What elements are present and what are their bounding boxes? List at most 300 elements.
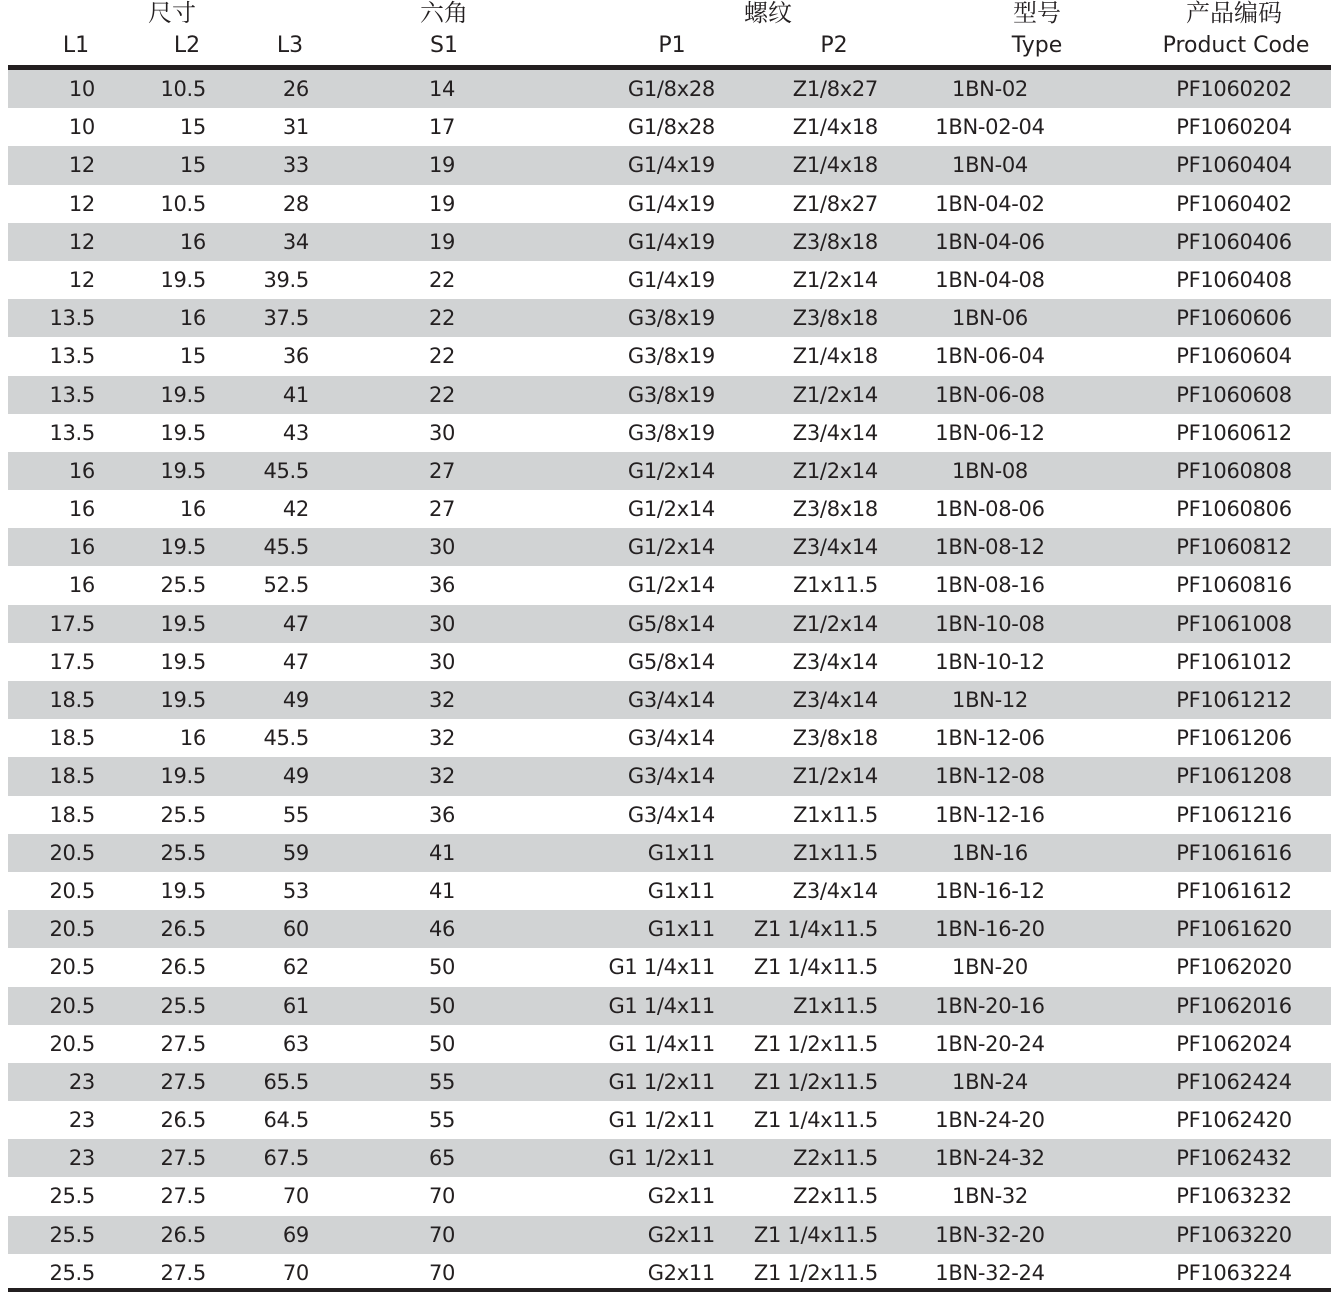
cell-l1: 10 [68, 115, 95, 140]
cell-l3: 47 [282, 611, 309, 636]
cell-l2: 26.5 [160, 1222, 206, 1247]
cell-l1: 17.5 [49, 649, 95, 674]
cell-product-code: PF1062420 [1176, 1108, 1292, 1133]
cell-p1: G1/8x28 [627, 115, 715, 140]
cell-type: 1BN-16-20 [935, 917, 1045, 942]
cell-type: 1BN-02-04 [935, 115, 1045, 140]
cell-l2: 19.5 [160, 764, 206, 789]
cell-p2: Z1/4x18 [792, 344, 878, 369]
cell-l2: 16 [179, 229, 206, 254]
cell-s1: 19 [428, 153, 456, 178]
cell-l1: 25.5 [49, 1260, 95, 1285]
cell-s1: 50 [428, 993, 456, 1018]
table-row [8, 108, 1331, 146]
cell-type: 1BN-24 [952, 1069, 1028, 1094]
cell-l3: 61 [282, 993, 309, 1018]
cell-p1: G3/8x19 [627, 382, 715, 407]
cell-l2: 27.5 [160, 1146, 206, 1171]
cell-l3: 70 [282, 1260, 309, 1285]
header-p1: P1 [658, 33, 686, 58]
cell-p2: Z1x11.5 [793, 802, 878, 827]
cell-p2: Z3/4x14 [792, 420, 878, 445]
cell-l2: 25.5 [160, 993, 206, 1018]
cell-l2: 19.5 [160, 382, 206, 407]
cell-p2: Z1 1/2x11.5 [753, 1069, 878, 1094]
cell-s1: 22 [428, 344, 456, 369]
cell-s1: 14 [428, 77, 456, 101]
cell-l3: 65.5 [263, 1069, 309, 1094]
cell-l3: 53 [282, 878, 309, 903]
cell-l1: 20.5 [49, 1031, 95, 1056]
cell-type: 1BN-06 [952, 306, 1028, 331]
cell-p1: G5/8x14 [627, 649, 715, 674]
cell-product-code: PF1061008 [1176, 611, 1292, 636]
table-row [8, 185, 1331, 223]
cell-l2: 26.5 [160, 1108, 206, 1133]
cell-p1: G3/4x14 [627, 726, 715, 751]
cell-l3: 70 [282, 1184, 309, 1209]
cell-s1: 22 [428, 382, 456, 407]
cell-s1: 30 [428, 611, 456, 636]
table-row [8, 872, 1331, 910]
cell-p2: Z1/2x14 [792, 267, 878, 292]
cell-s1: 55 [428, 1108, 456, 1133]
cell-p2: Z1 1/4x11.5 [753, 917, 878, 942]
cell-l2: 25.5 [160, 840, 206, 865]
cell-type: 1BN-16 [952, 840, 1028, 865]
cell-s1: 27 [428, 497, 456, 522]
cell-l2: 25.5 [160, 573, 206, 598]
cell-p1: G2x11 [647, 1184, 715, 1209]
cell-s1: 32 [428, 764, 456, 789]
cell-l1: 12 [68, 267, 95, 292]
table-row [8, 1254, 1331, 1292]
cell-l3: 49 [282, 688, 309, 712]
cell-product-code: PF1061216 [1176, 802, 1292, 827]
cell-l3: 69 [282, 1222, 309, 1247]
cell-type: 1BN-06-04 [935, 344, 1045, 369]
cell-p2: Z1x11.5 [793, 840, 878, 865]
cell-p1: G1 1/4x11 [608, 955, 715, 980]
cell-product-code: PF1061620 [1176, 917, 1292, 942]
cell-l3: 41 [282, 382, 309, 407]
cell-p2: Z1/2x14 [792, 764, 878, 789]
cell-type: 1BN-24-20 [935, 1108, 1045, 1133]
cell-p2: Z1/2x14 [792, 611, 878, 636]
cell-l3: 49 [282, 764, 309, 789]
table-row [8, 1101, 1331, 1139]
cell-l3: 67.5 [263, 1146, 309, 1171]
cell-p2: Z1 1/2x11.5 [753, 1031, 878, 1056]
cell-type: 1BN-32-24 [935, 1260, 1045, 1285]
cell-s1: 27 [428, 458, 456, 483]
header-code-en: Product Code [1162, 33, 1310, 58]
cell-l1: 18.5 [49, 764, 95, 789]
cell-p1: G1/2x14 [627, 573, 715, 598]
cell-l3: 55 [282, 802, 309, 827]
cell-l1: 18.5 [49, 726, 95, 751]
cell-type: 1BN-24-32 [935, 1146, 1045, 1171]
cell-product-code: PF1060204 [1176, 115, 1292, 140]
cell-s1: 22 [428, 306, 456, 331]
table-row [8, 490, 1331, 528]
cell-l1: 13.5 [49, 420, 95, 445]
cell-product-code: PF1060816 [1176, 573, 1292, 598]
table-header [0, 0, 1341, 66]
table-row [8, 643, 1331, 681]
cell-l1: 16 [68, 535, 95, 560]
header-p2: P2 [820, 33, 848, 58]
cell-p2: Z3/4x14 [792, 649, 878, 674]
cell-l3: 64.5 [263, 1108, 309, 1133]
cell-l2: 16 [179, 306, 206, 331]
table-row [8, 719, 1331, 757]
cell-l3: 45.5 [263, 535, 309, 560]
cell-l3: 63 [282, 1031, 309, 1056]
cell-l1: 13.5 [49, 344, 95, 369]
cell-l3: 59 [282, 840, 309, 865]
cell-s1: 50 [428, 1031, 456, 1056]
cell-l3: 45.5 [263, 458, 309, 483]
cell-type: 1BN-12-08 [935, 764, 1045, 789]
header-size-cn: 尺寸 [148, 0, 196, 27]
cell-p1: G1 1/2x11 [608, 1146, 715, 1171]
cell-p2: Z2x11.5 [793, 1184, 878, 1209]
cell-l1: 25.5 [49, 1222, 95, 1247]
cell-product-code: PF1060202 [1176, 77, 1292, 101]
cell-s1: 70 [428, 1260, 456, 1285]
cell-p2: Z1/2x14 [792, 458, 878, 483]
cell-l3: 47 [282, 649, 309, 674]
cell-s1: 32 [428, 688, 456, 712]
cell-p1: G1/4x19 [627, 153, 715, 178]
cell-l3: 60 [282, 917, 309, 942]
cell-product-code: PF1062016 [1176, 993, 1292, 1018]
cell-l2: 27.5 [160, 1069, 206, 1094]
cell-l1: 20.5 [49, 917, 95, 942]
cell-p2: Z3/8x18 [792, 229, 878, 254]
table-row [8, 681, 1331, 719]
cell-l1: 12 [68, 229, 95, 254]
cell-type: 1BN-10-12 [935, 649, 1045, 674]
cell-type: 1BN-08-12 [935, 535, 1045, 560]
cell-p2: Z1/8x27 [792, 77, 878, 101]
cell-s1: 50 [428, 955, 456, 980]
header-type-cn: 型号 [1013, 0, 1061, 27]
header-l2: L2 [173, 33, 201, 58]
cell-type: 1BN-02 [952, 77, 1028, 101]
cell-l1: 13.5 [49, 382, 95, 407]
cell-l1: 13.5 [49, 306, 95, 331]
cell-l3: 52.5 [263, 573, 309, 598]
cell-p2: Z3/4x14 [792, 878, 878, 903]
cell-product-code: PF1060806 [1176, 497, 1292, 522]
table-row [8, 605, 1331, 643]
table-row [8, 910, 1331, 948]
cell-type: 1BN-20-16 [935, 993, 1045, 1018]
cell-s1: 30 [428, 649, 456, 674]
cell-p1: G3/8x19 [627, 420, 715, 445]
cell-product-code: PF1061208 [1176, 764, 1292, 789]
header-hex-cn: 六角 [420, 0, 468, 27]
cell-s1: 19 [428, 191, 456, 216]
cell-product-code: PF1060402 [1176, 191, 1292, 216]
cell-s1: 41 [428, 840, 456, 865]
cell-type: 1BN-10-08 [935, 611, 1045, 636]
table-row [8, 146, 1331, 184]
table-row [8, 834, 1331, 872]
table-row [8, 376, 1331, 414]
table-row [8, 452, 1331, 490]
table-row [8, 566, 1331, 604]
cell-l2: 19.5 [160, 535, 206, 560]
cell-l2: 25.5 [160, 802, 206, 827]
cell-l1: 18.5 [49, 802, 95, 827]
cell-l2: 10.5 [160, 191, 206, 216]
cell-l1: 16 [68, 497, 95, 522]
cell-p2: Z1 1/2x11.5 [753, 1260, 878, 1285]
header-code-cn: 产品编码 [1186, 0, 1282, 27]
cell-p1: G3/4x14 [627, 764, 715, 789]
cell-s1: 65 [428, 1146, 456, 1171]
table-row [8, 1177, 1331, 1215]
cell-l1: 25.5 [49, 1184, 95, 1209]
cell-l1: 20.5 [49, 840, 95, 865]
cell-l2: 16 [179, 726, 206, 751]
cell-p1: G1/4x19 [627, 191, 715, 216]
header-l1: L1 [62, 33, 90, 58]
header-thread-cn: 螺纹 [744, 0, 792, 27]
cell-type: 1BN-06-08 [935, 382, 1045, 407]
cell-p1: G1/2x14 [627, 535, 715, 560]
cell-l2: 27.5 [160, 1031, 206, 1056]
cell-product-code: PF1060608 [1176, 382, 1292, 407]
table-row [8, 414, 1331, 452]
cell-type: 1BN-12-06 [935, 726, 1045, 751]
cell-type: 1BN-20 [952, 955, 1028, 980]
cell-p2: Z3/8x18 [792, 306, 878, 331]
cell-l2: 19.5 [160, 420, 206, 445]
cell-l3: 34 [282, 229, 309, 254]
cell-product-code: PF1060408 [1176, 267, 1292, 292]
cell-l2: 10.5 [160, 77, 206, 101]
cell-l1: 12 [68, 153, 95, 178]
cell-l2: 19.5 [160, 649, 206, 674]
cell-product-code: PF1062020 [1176, 955, 1292, 980]
cell-l1: 20.5 [49, 878, 95, 903]
table-row [8, 528, 1331, 566]
cell-l3: 39.5 [263, 267, 309, 292]
table-row [8, 1063, 1331, 1101]
cell-type: 1BN-32 [952, 1184, 1028, 1209]
table-row [8, 1216, 1331, 1254]
cell-p2: Z1/2x14 [792, 382, 878, 407]
cell-p2: Z3/8x18 [792, 497, 878, 522]
cell-s1: 32 [428, 726, 456, 751]
cell-l3: 36 [282, 344, 309, 369]
cell-p2: Z1/4x18 [792, 115, 878, 140]
cell-s1: 22 [428, 267, 456, 292]
cell-p1: G1 1/4x11 [608, 1031, 715, 1056]
cell-product-code: PF1061012 [1176, 649, 1292, 674]
cell-product-code: PF1063224 [1176, 1260, 1292, 1285]
cell-type: 1BN-06-12 [935, 420, 1045, 445]
table-row [8, 1025, 1331, 1063]
table-row [8, 299, 1331, 337]
cell-l1: 17.5 [49, 611, 95, 636]
table-row [8, 948, 1331, 986]
cell-product-code: PF1061616 [1176, 840, 1292, 865]
cell-p2: Z1/8x27 [792, 191, 878, 216]
cell-p2: Z1 1/4x11.5 [753, 1108, 878, 1133]
cell-product-code: PF1060812 [1176, 535, 1292, 560]
cell-l3: 37.5 [263, 306, 309, 331]
cell-p2: Z3/8x18 [792, 726, 878, 751]
table-row [8, 1139, 1331, 1177]
cell-l2: 15 [179, 115, 206, 140]
cell-l3: 28 [282, 191, 309, 216]
cell-l3: 45.5 [263, 726, 309, 751]
cell-type: 1BN-04-06 [935, 229, 1045, 254]
cell-s1: 36 [428, 573, 456, 598]
cell-p2: Z3/4x14 [792, 688, 878, 712]
cell-l2: 19.5 [160, 458, 206, 483]
cell-p1: G1 1/2x11 [608, 1108, 715, 1133]
cell-p1: G5/8x14 [627, 611, 715, 636]
cell-type: 1BN-08-16 [935, 573, 1045, 598]
cell-l1: 20.5 [49, 993, 95, 1018]
cell-p1: G3/8x19 [627, 306, 715, 331]
cell-l3: 42 [282, 497, 309, 522]
cell-p1: G2x11 [647, 1260, 715, 1285]
cell-type: 1BN-04 [952, 153, 1028, 178]
cell-p1: G1x11 [647, 878, 715, 903]
cell-product-code: PF1060612 [1176, 420, 1292, 445]
cell-l1: 23 [68, 1146, 95, 1171]
cell-s1: 41 [428, 878, 456, 903]
cell-l2: 15 [179, 153, 206, 178]
cell-p1: G1/8x28 [627, 77, 715, 101]
cell-p1: G1x11 [647, 917, 715, 942]
header-l3: L3 [276, 33, 304, 58]
cell-p2: Z1 1/4x11.5 [753, 955, 878, 980]
cell-p1: G2x11 [647, 1222, 715, 1247]
cell-product-code: PF1062024 [1176, 1031, 1292, 1056]
cell-product-code: PF1063232 [1176, 1184, 1292, 1209]
cell-product-code: PF1062424 [1176, 1069, 1292, 1094]
cell-s1: 30 [428, 535, 456, 560]
cell-s1: 46 [428, 917, 456, 942]
table-body [8, 70, 1331, 1292]
header-type-en: Type [1011, 33, 1063, 58]
cell-l2: 19.5 [160, 611, 206, 636]
cell-product-code: PF1061212 [1176, 688, 1292, 712]
cell-type: 1BN-08 [952, 458, 1028, 483]
cell-l2: 26.5 [160, 955, 206, 980]
table-row [8, 223, 1331, 261]
cell-product-code: PF1060808 [1176, 458, 1292, 483]
cell-l2: 27.5 [160, 1184, 206, 1209]
cell-type: 1BN-32-20 [935, 1222, 1045, 1247]
cell-type: 1BN-20-24 [935, 1031, 1045, 1056]
bottom-rule [8, 1288, 1331, 1292]
cell-l3: 26 [282, 77, 309, 101]
cell-p2: Z2x11.5 [793, 1146, 878, 1171]
cell-p1: G1/4x19 [627, 229, 715, 254]
cell-l2: 15 [179, 344, 206, 369]
cell-l3: 31 [282, 115, 309, 140]
table-row [8, 70, 1331, 108]
cell-l1: 23 [68, 1069, 95, 1094]
cell-p1: G1 1/4x11 [608, 993, 715, 1018]
cell-p1: G3/4x14 [627, 688, 715, 712]
cell-s1: 17 [428, 115, 456, 140]
cell-product-code: PF1062432 [1176, 1146, 1292, 1171]
table-row [8, 261, 1331, 299]
cell-type: 1BN-08-06 [935, 497, 1045, 522]
cell-l1: 20.5 [49, 955, 95, 980]
cell-l3: 62 [282, 955, 309, 980]
cell-product-code: PF1063220 [1176, 1222, 1292, 1247]
cell-p2: Z3/4x14 [792, 535, 878, 560]
cell-l2: 19.5 [160, 267, 206, 292]
cell-l2: 26.5 [160, 917, 206, 942]
cell-l2: 19.5 [160, 688, 206, 712]
cell-product-code: PF1060406 [1176, 229, 1292, 254]
cell-product-code: PF1060604 [1176, 344, 1292, 369]
cell-s1: 30 [428, 420, 456, 445]
cell-l1: 23 [68, 1108, 95, 1133]
cell-l3: 43 [282, 420, 309, 445]
cell-p1: G1x11 [647, 840, 715, 865]
cell-type: 1BN-16-12 [935, 878, 1045, 903]
cell-l1: 18.5 [49, 688, 95, 712]
cell-l1: 12 [68, 191, 95, 216]
cell-l2: 16 [179, 497, 206, 522]
cell-p2: Z1/4x18 [792, 153, 878, 178]
cell-p1: G1/2x14 [627, 497, 715, 522]
cell-p2: Z1x11.5 [793, 993, 878, 1018]
cell-type: 1BN-04-02 [935, 191, 1045, 216]
cell-s1: 55 [428, 1069, 456, 1094]
cell-p1: G1/4x19 [627, 267, 715, 292]
table-row [8, 796, 1331, 834]
cell-product-code: PF1061612 [1176, 878, 1292, 903]
table-row [8, 987, 1331, 1025]
cell-s1: 70 [428, 1184, 456, 1209]
cell-type: 1BN-12-16 [935, 802, 1045, 827]
cell-product-code: PF1060404 [1176, 153, 1292, 178]
cell-type: 1BN-04-08 [935, 267, 1045, 292]
table-row [8, 757, 1331, 795]
header-s1: S1 [430, 33, 458, 58]
cell-product-code: PF1060606 [1176, 306, 1292, 331]
cell-s1: 19 [428, 229, 456, 254]
cell-product-code: PF1061206 [1176, 726, 1292, 751]
cell-p1: G1/2x14 [627, 458, 715, 483]
cell-s1: 70 [428, 1222, 456, 1247]
cell-l1: 16 [68, 573, 95, 598]
cell-l1: 10 [68, 77, 95, 101]
cell-l3: 33 [282, 153, 309, 178]
cell-p1: G1 1/2x11 [608, 1069, 715, 1094]
cell-p2: Z1 1/4x11.5 [753, 1222, 878, 1247]
cell-s1: 36 [428, 802, 456, 827]
cell-type: 1BN-12 [952, 688, 1028, 712]
cell-l2: 19.5 [160, 878, 206, 903]
cell-p1: G3/8x19 [627, 344, 715, 369]
cell-l2: 27.5 [160, 1260, 206, 1285]
